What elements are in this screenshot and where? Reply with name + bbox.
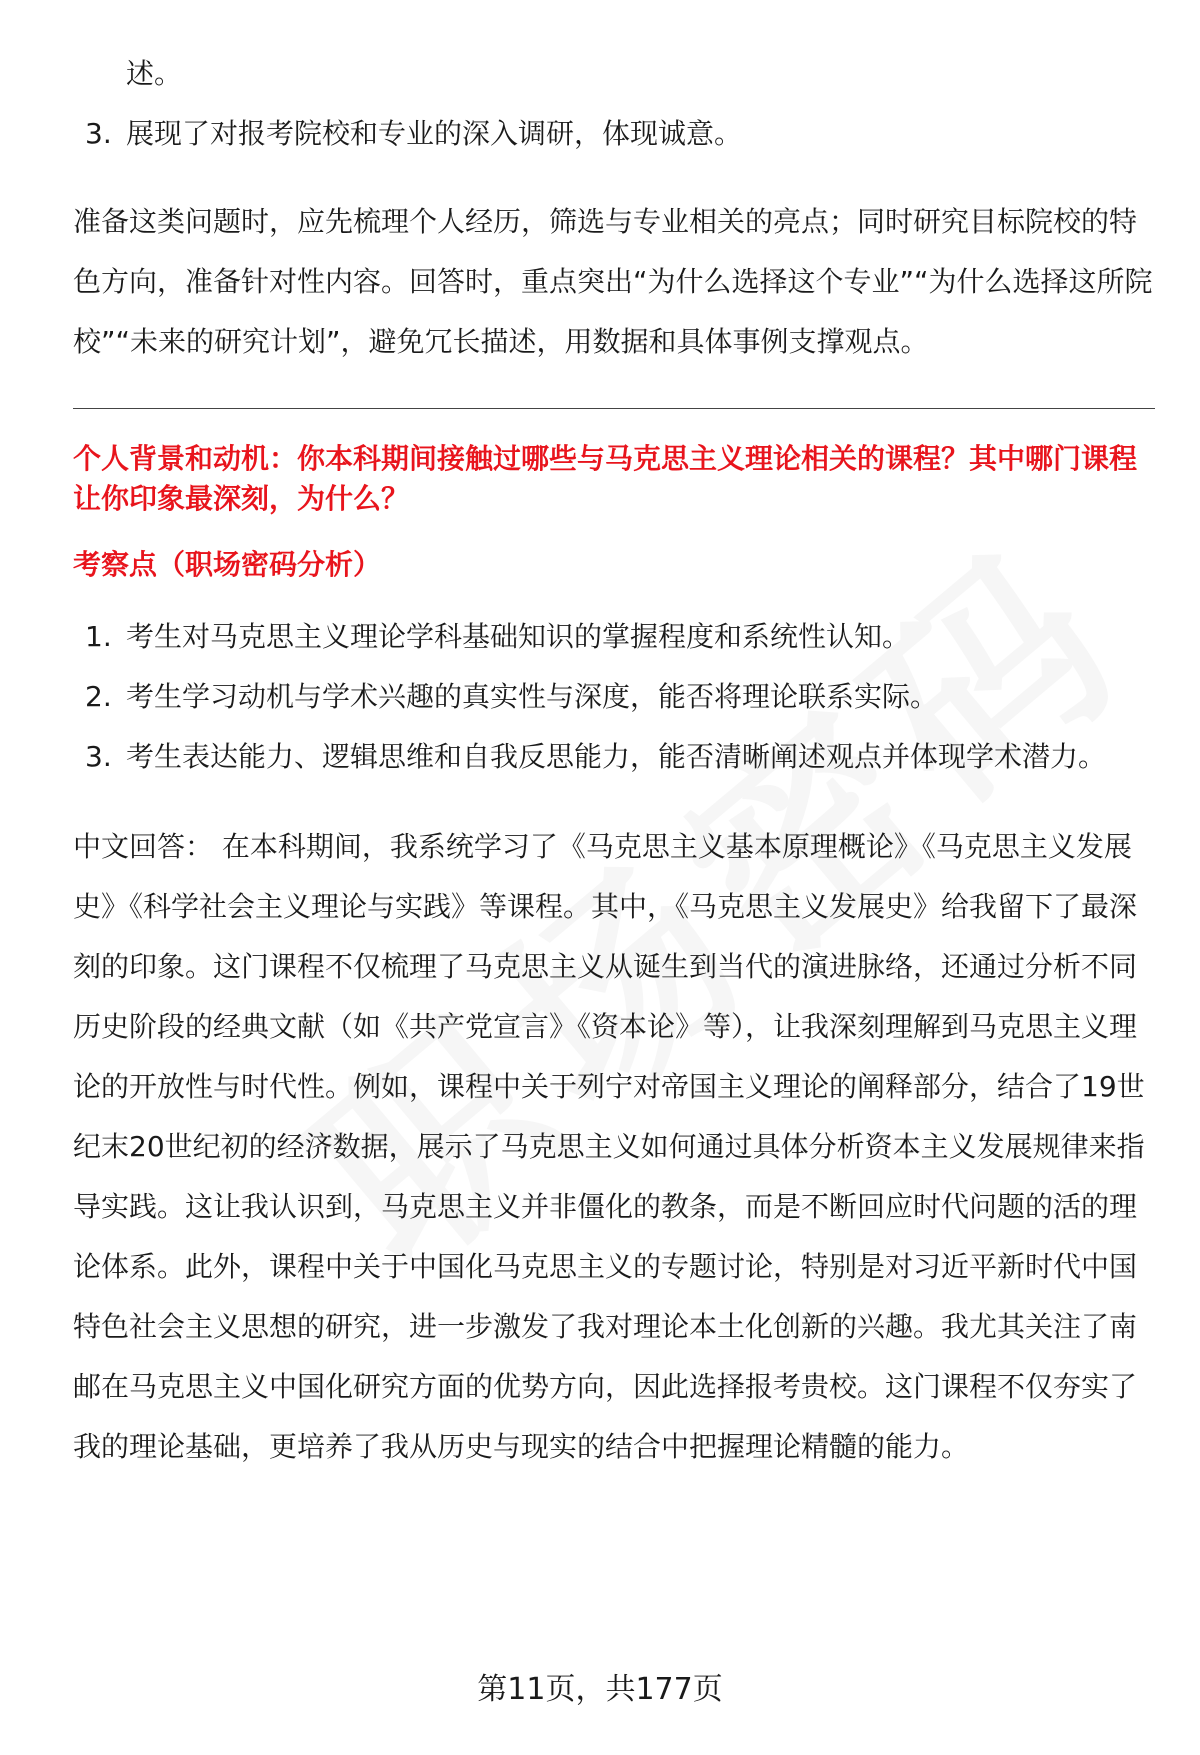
list-continuation: 述。 (126, 57, 183, 90)
page-footer: 第11页，共177页 (477, 1672, 723, 1707)
list-number: 1. (85, 620, 112, 653)
list-number: 3. (85, 117, 112, 150)
list-text: 展现了对报考院校和专业的深入调研，体现诚意。 (126, 117, 743, 150)
points-list (73, 607, 1155, 787)
list-number: 2. (85, 680, 112, 713)
top-list (73, 104, 1155, 164)
answer-paragraph: 中文回答： 在本科期间，我系统学习了《马克思主义基本原理概论》《马克思主义发展史》《科学社会主义理论与实践》等课程。其中，《马克思主义发展史》给我留下了最深刻的印象。这门课程不仅梳理了马克思主义从诞生到当代的演进脉络，还通过分析不同历史阶段的经典文献（如《共产党宣言》《资本论》等），让我深刻理解到马克思主义理论的开放性与时代性。例如，课程中关于列宁对帝国主义理论的阐释部分，结合了19世纪末20世纪初的经济数据，展示了马克思主义如何通过具体分析资本主义发展规律来指导实践。这让我认识到，马克思主义并非僵化的教条，而是不断回应时代问题的活的理论体系。此外，课程中关于中国化马克思主义的专题讨论，特别是对习近平新时代中国特色社会主义思想的研究，进一步激发了我对理论本土化创新的兴趣。我尤其关注了南邮在马克思主义中国化研究方面的优势方向，因此选择报考贵校。这门课程不仅夯实了我的理论基础，更培养了我从历史与现实的结合中把握理论精髓的能力。 (73, 830, 1145, 1463)
list-item (73, 607, 1155, 667)
document-page (73, 48, 1155, 1477)
list-text: 考生表达能力、逻辑思维和自我反思能力，能否清晰阐述观点并体现学术潜力。 (126, 740, 1107, 773)
list-item (73, 727, 1155, 787)
points-heading: 考察点（职场密码分析） (73, 548, 382, 581)
list-item (73, 104, 1155, 164)
list-text: 考生对马克思主义理论学科基础知识的掌握程度和系统性认知。 (126, 620, 911, 653)
prep-paragraph: 准备这类问题时，应先梳理个人经历，筛选与专业相关的亮点；同时研究目标院校的特色方向，准备针对性内容。回答时，重点突出“为什么选择这个专业”“为什么选择这所院校”“未来的研究计划”，避免冗长描述，用数据和具体事例支撑观点。 (73, 205, 1153, 358)
question-heading: 个人背景和动机：你本科期间接触过哪些与马克思主义理论相关的课程？其中哪门课程让你印象最深刻，为什么？ (73, 442, 1138, 515)
list-item (73, 667, 1155, 727)
list-text: 考生学习动机与学术兴趣的真实性与深度，能否将理论联系实际。 (126, 680, 939, 713)
list-number: 3. (85, 740, 112, 773)
